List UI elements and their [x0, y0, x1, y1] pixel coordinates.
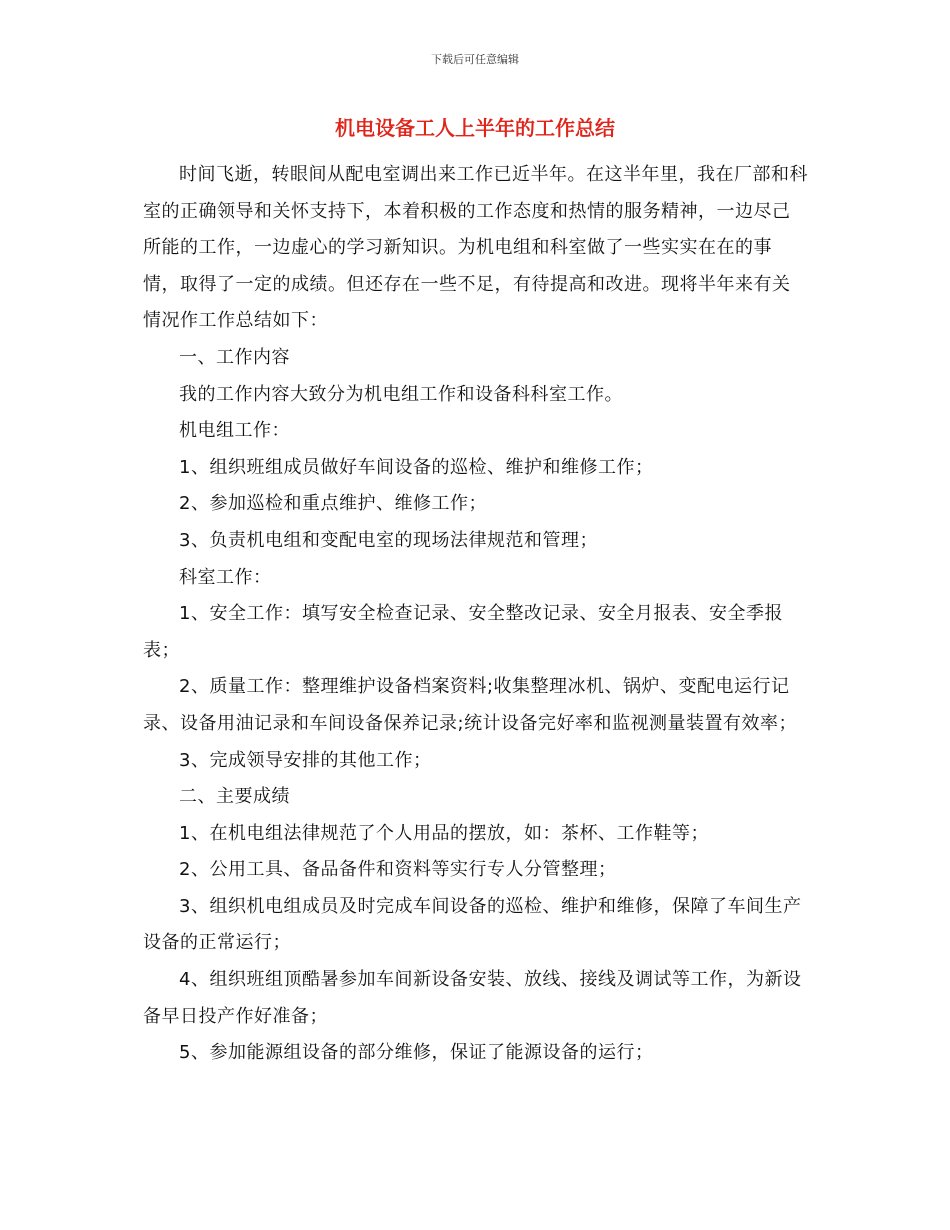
section-heading-achievements: 二、主要成绩 [179, 786, 290, 808]
list-item: 5、参加能源组设备的部分维修，保证了能源设备的运行； [179, 1042, 654, 1064]
intro-paragraph: 时间飞逝，转眼间从配电室调出来工作已近半年。在这半年里，我在厂部和科室的正确领导和关怀支持下，本着积极的工作态度和热情的服务精神，一边尽己所能的工作，一边虚心的学习新知识。为机电组和科室做了一些实实在在的事情，取得了一定的成绩。但还存在一些不足，有待提高和改进。现将半年来有关情况作工作总结如下： [143, 164, 808, 332]
paragraph: 我的工作内容大致分为机电组工作和设备科科室工作。 [179, 383, 623, 405]
subheading-office-work: 科室工作： [179, 566, 272, 588]
list-item: 4、组织班组顶酷暑参加车间新设备安装、放线、接线及调试等工作，为新设备早日投产作好准备； [143, 969, 802, 1027]
list-item: 2、质量工作：整理维护设备档案资料;收集整理冰机、锅炉、变配电运行记录、设备用油记录和车间设备保养记录;统计设备完好率和监视测量装置有效率； [143, 676, 798, 734]
list-item: 3、负责机电组和变配电室的现场法律规范和管理； [179, 529, 598, 551]
list-item: 3、完成领导安排的其他工作； [179, 749, 432, 771]
list-item: 2、公用工具、备品备件和资料等实行专人分管整理； [179, 859, 617, 881]
subheading-mechanical-group: 机电组工作： [179, 420, 290, 442]
list-item: 1、在机电组法律规范了个人用品的摆放，如：茶杯、工作鞋等； [179, 822, 709, 844]
list-item: 1、组织班组成员做好车间设备的巡检、维护和维修工作； [179, 456, 654, 478]
section-heading-work-content: 一、工作内容 [179, 346, 290, 368]
page-header: 下载后可任意编辑 [431, 53, 519, 66]
list-item: 2、参加巡检和重点维护、维修工作； [179, 493, 487, 515]
document-body [143, 157, 808, 1072]
list-item: 1、安全工作：填写安全检查记录、安全整改记录、安全月报表、安全季报表； [143, 603, 783, 661]
document-title: 机电设备工人上半年的工作总结 [335, 116, 615, 140]
list-item: 3、组织机电组成员及时完成车间设备的巡检、维护和维修，保障了车间生产设备的正常运行； [143, 895, 802, 954]
